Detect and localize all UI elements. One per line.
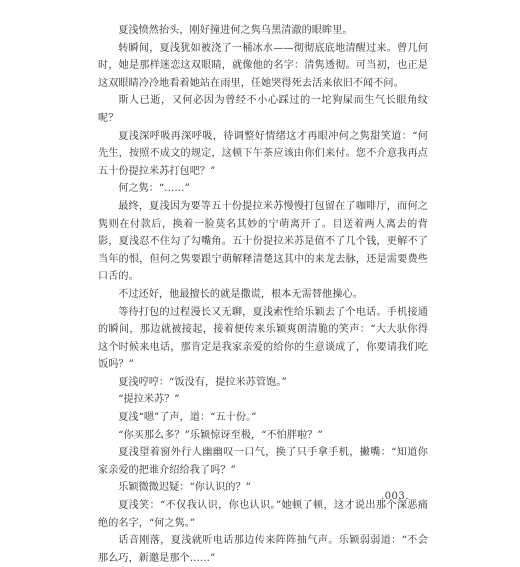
paragraph: 转瞬间，夏浅犹如被浇了一桶冰水——彻彻底底地清醒过来。曾几何时，她是那样迷恋这双眼睛，就像他的名字：清隽透彻。可当初，也正是这双眼睛冷冷地看着她站在雨里，任她哭得死去活来依旧不闻不问。	[98, 42, 428, 89]
paragraph: 夏浅笑：“不仅我认识，你也认识。”她顿了顿，这才说出那个深恶痛绝的名字，“何之隽。”	[98, 500, 428, 529]
paragraph: 夏浅望着窗外行人幽幽叹一口气，换了只手拿手机，撇嘴：“知道你家亲爱的把谁介绍给我了吗？”	[98, 447, 428, 476]
paragraph: 等待打包的过程漫长又无聊，夏浅索性给乐颖去了个电话。手机接通的瞬间，那边就被接起，接着便传来乐颖爽朗清脆的笑声：“大大驮你得这个时候来电话，那肯定是我家亲爱的给你的生意谈成了，你要请我们吃饭吗？”	[98, 306, 428, 371]
paragraph: 夏浅深呼吸再深呼吸，待调整好情绪这才再眼冲何之隽甜笑道：“何先生，按照不成文的规定，这顿下午茶应该由你们来付。您不介意我再点五十份提拉米苏打包吧？”	[98, 130, 428, 177]
page-text	[98, 22, 428, 567]
paragraph: 夏浅愤然抬头，刚好撞进何之隽乌黑清澈的眼眸里。	[118, 25, 353, 36]
paragraph: 话音刚落，夏浅就听电话那边传来阵阵抽气声。乐颖弱弱道：“不会那么巧，新邀是那个……”	[98, 535, 428, 564]
paragraph: 最终，夏浅因为要等五十份提拉米苏慢慢打包留在了咖啡厅，而何之隽则在付款后，换着一脸莫名其妙的宁萌离开了。目送着两人离去的背影，夏浅忍不住勾了勾嘴角。五十份提拉米苏是值不了几个钱，更解不了当年的恨，但何之隽要跟宁萌解释清楚这其中的来龙去脉，还是需要费些口舌的。	[98, 200, 428, 283]
paragraph: 不过还好，他最擅长的就是撒谎，根本无需替他操心。	[118, 288, 363, 300]
paragraph: 乐颖微微迟疑：“你认识的？”	[118, 482, 252, 494]
paragraph: 何之隽：“……”	[118, 183, 190, 195]
paragraph: “你买那么多？”乐颖惊讶至极，“不怕胖啦？”	[118, 429, 323, 441]
paragraph: 斯人已逝，又何必因为曾经不小心踩过的一坨狗屎而生气长眼角纹呢？	[98, 95, 428, 124]
paragraph: “提拉米苏？”	[118, 394, 180, 406]
paragraph: 夏浅“嗯”了声，道：“五十份。”	[118, 412, 257, 424]
page-number: .003.	[381, 491, 409, 502]
paragraph: 夏浅哼哼：“饭没有，提拉米苏管饱。”	[118, 376, 287, 388]
